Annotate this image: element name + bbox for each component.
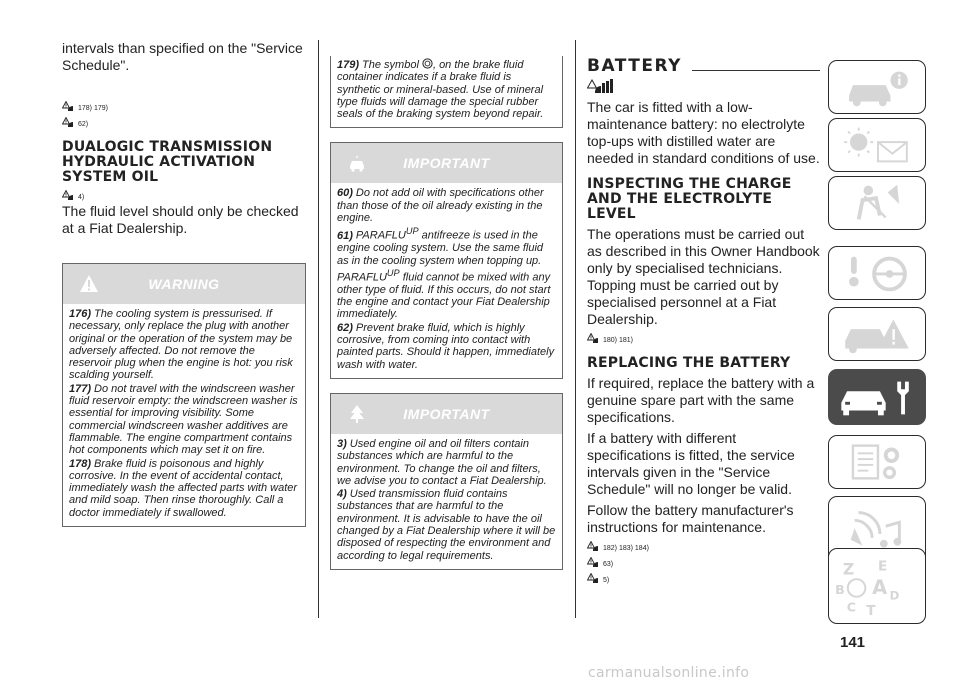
important-box-2	[330, 393, 563, 570]
reference-warning-icon	[62, 101, 74, 112]
svg-text:E: E	[877, 558, 888, 575]
reference-warning-icon	[62, 117, 74, 128]
environment-tree-icon	[347, 404, 367, 424]
replacing-paragraph-3: Follow the battery manufacturer's instructions for maintenance.	[587, 502, 794, 535]
index-icon	[829, 549, 925, 623]
section-heading-dualogic: DUALOGIC TRANSMISSION HYDRAULIC ACTIVATION SYSTEM OIL	[62, 139, 273, 185]
note-179: 179) The symbol , on the brake fluid container indicates if a brake fluid is synthetic or mineral-based. Use of mineral type fluids will damage the special rubber seals of the braking system beyond repair.	[337, 59, 544, 121]
warning-box	[62, 263, 306, 527]
warning-lights-icon	[829, 119, 925, 171]
column-1	[62, 40, 306, 527]
tab-safety[interactable]	[828, 176, 926, 230]
watermark: carmanualsonline.info	[588, 665, 750, 681]
references-62	[62, 116, 306, 128]
reference-numbers: 180) 181)	[603, 336, 633, 344]
references-178-179	[62, 100, 306, 112]
starting-driving-icon	[829, 247, 925, 299]
maintenance-icon	[829, 370, 925, 424]
note-4: 4) Used transmission fluid contains substances that are harmful to the environment. It is advisable to have the oil changed by a Fiat Dealership where it will be disposed of respecting the environment and according to legal requirements.	[337, 488, 556, 562]
svg-text:A: A	[872, 575, 888, 599]
tab-index[interactable]	[828, 548, 926, 624]
note-176: 176) The cooling system is pressurised. If necessary, only replace the plug with another original or the operation of the system may be adversely affected. Do not remove the reservoir plug when the engine is hot: you risk scalding yourself.	[69, 308, 293, 382]
battery-title: BATTERY	[587, 56, 682, 76]
safety-icon	[829, 177, 925, 229]
title-rule	[692, 70, 820, 71]
car-damage-icon	[347, 153, 367, 173]
reference-warning-icon	[587, 573, 599, 584]
replacing-paragraph-1: If required, replace the battery with a genuine spare part with the same specifications.	[587, 375, 815, 425]
car-info-icon	[829, 61, 925, 113]
replacing-paragraph-2: If a battery with different specifications is fitted, the service intervals given in the "Service Schedule" will no longer be valid.	[587, 430, 795, 497]
important-box-1	[330, 142, 563, 378]
important-box-2-header	[331, 394, 562, 434]
reference-numbers: 5)	[603, 576, 610, 584]
reference-numbers: 4)	[78, 193, 85, 201]
references-182-184	[587, 540, 820, 552]
note-3: 3) Used engine oil and oil filters contain substances which are harmful to the environment. To change the oil and filters, we advise you to contact a Fiat Dealership.	[337, 437, 547, 487]
important-title-2: IMPORTANT	[403, 405, 490, 422]
brake-fluid-symbol-icon	[422, 58, 433, 69]
svg-text:B: B	[835, 581, 845, 597]
tab-servicing-and-care[interactable]	[828, 369, 926, 425]
note-62: 62) Prevent brake fluid, which is highly corrosive, from coming into contact with painted parts. Should it happen, immediately wash with water.	[337, 321, 555, 371]
reference-numbers: 178) 179)	[78, 104, 108, 112]
reference-warning-icon	[62, 190, 74, 201]
column-3	[587, 56, 820, 586]
tab-warning-lights[interactable]	[828, 118, 926, 172]
battery-paragraph: The car is fitted with a low-maintenance battery: no electrolyte top-ups with distilled water are needed in standard conditions of use.	[587, 99, 820, 166]
battery-reference-icon	[587, 78, 617, 94]
note-178: 178) Brake fluid is poisonous and highly corrosive. In the event of accidental contact, immediately wash the affected parts with water and mild soap. Then rinse thoroughly. Call a doctor immediately if swallowed.	[69, 457, 298, 519]
references-63	[587, 556, 820, 568]
note-61: 61) $PARAFLU^{UP}$ antifreeze is used in the engine cooling system. Use the same fluid as in the cooling system when topping up. $PARAFLU^{UP}$ fluid cannot be mixed with any other type of fluid. If this occurs, do not start the engine and contact your Fiat Dealership immediately.	[337, 226, 551, 321]
svg-text:Z: Z	[842, 560, 855, 579]
reference-warning-icon	[587, 557, 599, 568]
important-box-2-body	[331, 434, 562, 569]
svg-text:C: C	[846, 599, 857, 615]
column-2	[330, 56, 563, 570]
tab-technical-data[interactable]	[828, 435, 926, 489]
heading-inspecting-charge: INSPECTING THE CHARGE AND THE ELECTROLYTE LEVEL	[587, 176, 792, 222]
reference-numbers: 62)	[78, 120, 89, 128]
reference-numbers: 182) 183) 184)	[603, 544, 649, 552]
tab-knowing-your-car[interactable]	[828, 60, 926, 114]
reference-numbers: 63)	[603, 560, 614, 568]
svg-text:T: T	[866, 603, 876, 620]
svg-text:D: D	[889, 588, 900, 603]
note-60: 60) Do not add oil with specifications other than those of the oil already existing in the engine.	[337, 187, 544, 225]
page-number: 141	[840, 634, 866, 651]
warning-triangle-icon	[79, 274, 99, 294]
note-179-box	[330, 56, 563, 128]
tab-in-an-emergency[interactable]	[828, 307, 926, 361]
intro-text: intervals than specified on the "Service Schedule".	[62, 40, 303, 73]
inspecting-paragraph: The operations must be carried out as described in this Owner Handbook only by specialised technicians. Topping must be carried out by specialised personnel at a Fiat Dealership.	[587, 226, 820, 327]
column-divider-right	[575, 40, 576, 618]
references-5	[587, 572, 820, 584]
reference-warning-icon	[587, 333, 599, 344]
note-177: 177) Do not travel with the windscreen washer fluid reservoir empty: the windscreen washer is essential for improving visibility. Some commercial windscreen washer additives are flammable. The engine compartment contains hot components which may set it on fire.	[69, 382, 298, 457]
important-box-1-header	[331, 143, 562, 183]
emergency-icon	[829, 308, 925, 360]
column-divider-left	[318, 40, 319, 618]
dualogic-paragraph: The fluid level should only be checked at a Fiat Dealership.	[62, 203, 299, 236]
tab-starting-driving[interactable]	[828, 246, 926, 300]
reference-warning-icon	[587, 541, 599, 552]
heading-replacing-battery: REPLACING THE BATTERY	[587, 355, 791, 371]
references-180-181	[587, 332, 820, 344]
technical-data-icon	[829, 436, 925, 488]
important-title-1: IMPORTANT	[403, 155, 490, 172]
important-box-1-body	[331, 183, 562, 377]
warning-box-body	[63, 304, 305, 526]
warning-title: WARNING	[148, 276, 220, 292]
warning-box-header	[63, 264, 305, 304]
references-4	[62, 189, 306, 201]
